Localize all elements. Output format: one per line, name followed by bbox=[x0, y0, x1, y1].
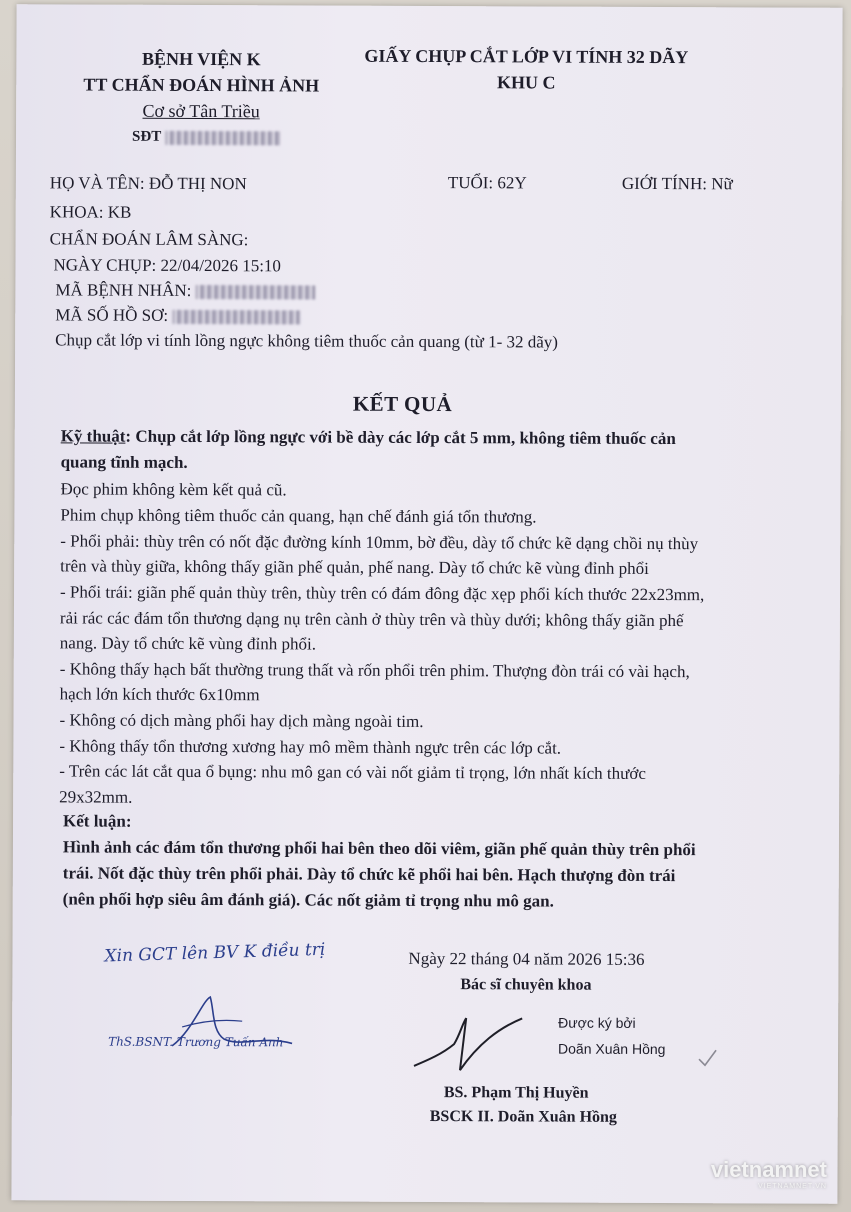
doctor-1: BS. Phạm Thị Huyền bbox=[443, 1084, 589, 1102]
signed-by-name: Doãn Xuân Hồng bbox=[558, 1040, 666, 1058]
conclusion-label: Kết luận: bbox=[63, 811, 132, 831]
hospital-name: BỆNH VIỆN K bbox=[141, 48, 261, 70]
finding-line: Phim chụp không tiêm thuốc cản quang, hạn chế đánh giá tổn thương. bbox=[60, 505, 537, 527]
scan-date: NGÀY CHỤP: 22/04/2026 15:10 bbox=[53, 255, 281, 276]
finding-line: - Không có dịch màng phổi hay dịch màng ngoài tim. bbox=[59, 710, 424, 731]
technique-text-1: : Chụp cắt lớp lồng ngực với bề dày các lớp cắt 5 mm, không tiêm thuốc cản bbox=[125, 426, 676, 449]
finding-line: Đọc phim không kèm kết quả cũ. bbox=[60, 479, 287, 500]
patient-gender: GIỚI TÍNH: Nữ bbox=[621, 173, 733, 194]
branch-name: Cơ sở Tân Triều bbox=[142, 100, 260, 122]
conclusion-line: Hình ảnh các đám tổn thương phổi hai bên theo dõi viêm, giãn phế quản thùy trên phổi bbox=[62, 837, 696, 860]
result-title: KẾT QUẢ bbox=[352, 391, 453, 417]
patient-id-label: MÃ BỆNH NHÂN: bbox=[55, 280, 192, 300]
form-zone: KHU C bbox=[496, 72, 556, 93]
procedure: Chụp cắt lớp vi tính lồng ngực không tiêm thuốc cản quang (từ 1- 32 dãy) bbox=[55, 330, 559, 352]
record-id-label: MÃ SỐ HỒ SƠ: bbox=[55, 305, 169, 325]
clinical-diagnosis: CHẨN ĐOÁN LÂM SÀNG: bbox=[49, 229, 249, 250]
phone-line bbox=[132, 129, 280, 147]
center-name: TT CHẨN ĐOÁN HÌNH ẢNH bbox=[83, 74, 320, 96]
handwritten-note: Xin GCT lên BV K điều trị bbox=[104, 939, 326, 967]
technique-label: Kỹ thuật bbox=[60, 426, 126, 446]
form-title: GIẤY CHỤP CẮT LỚP VI TÍNH 32 DÃY bbox=[364, 45, 689, 68]
department: KHOA: KB bbox=[49, 202, 132, 222]
redacted-phone bbox=[165, 130, 280, 145]
finding-line: trên và thùy giữa, không thấy giãn phế quản, phế nang. Dày tổ chức kẽ vùng đỉnh phổi bbox=[60, 556, 649, 578]
patient-name: HỌ VÀ TÊN: ĐỖ THỊ NON bbox=[49, 173, 247, 194]
patient-age: TUỔI: 62Y bbox=[447, 173, 527, 193]
conclusion-line: trái. Nốt đặc thùy trên phổi phải. Dày tổ chức kẽ phổi hai bên. Hạch thượng đòn trái bbox=[62, 863, 676, 886]
left-signer: ThS.BSNT. Trương Tuấn Anh bbox=[108, 1034, 284, 1050]
redacted-record-id bbox=[172, 310, 300, 325]
sign-date: Ngày 22 tháng 04 năm 2026 15:36 bbox=[408, 948, 645, 969]
finding-line: rải rác các đám tổn thương dạng nụ trên cành ở thùy trên và thùy dưới; không thấy giãn phế bbox=[59, 608, 684, 631]
record-id-line bbox=[55, 302, 300, 329]
finding-line: - Trên các lát cắt qua ổ bụng: nhu mô gan có vài nốt giảm tỉ trọng, lớn nhất kích thước bbox=[59, 761, 646, 783]
medical-report-page bbox=[11, 4, 842, 1204]
doctor-role: Bác sĩ chuyên khoa bbox=[460, 976, 592, 994]
finding-line: nang. Dày tổ chức kẽ vùng đỉnh phổi. bbox=[59, 633, 317, 654]
left-signature-stroke bbox=[162, 991, 302, 1062]
digital-signature-stroke bbox=[408, 1004, 528, 1081]
finding-line: - Phổi phải: thùy trên có nốt đặc đường kính 10mm, bờ đều, dày tổ chức kẽ dạng chồi nụ thùy bbox=[60, 531, 699, 554]
signed-by-label: Được ký bởi bbox=[558, 1014, 636, 1031]
doctor-2: BSCK II. Doãn Xuân Hồng bbox=[429, 1108, 617, 1126]
conclusion-line: (nên phối hợp siêu âm đánh giá). Các nốt giảm tỉ trọng nhu mô gan. bbox=[62, 889, 554, 911]
check-icon bbox=[696, 1047, 718, 1069]
vietnamnet-watermark bbox=[711, 1157, 827, 1190]
technique-line-2: quang tĩnh mạch. bbox=[60, 452, 188, 472]
finding-line: - Phổi trái: giãn phế quản thùy trên, thùy trên có đám đông đặc xẹp phổi kích thước 22x23mm, bbox=[60, 582, 705, 605]
technique-line-1 bbox=[61, 423, 676, 451]
redacted-patient-id bbox=[195, 285, 315, 300]
finding-line: - Không thấy tổn thương xương hay mô mềm thành ngực trên các lớp cắt. bbox=[59, 736, 562, 758]
patient-id-line bbox=[55, 277, 315, 304]
finding-line: - Không thấy hạch bất thường trung thất và rốn phổi trên phim. Thượng đòn trái có vài hạch, bbox=[59, 659, 690, 682]
watermark-brand: vietnamnet bbox=[710, 1157, 827, 1182]
phone-label: SĐT bbox=[132, 128, 162, 145]
finding-line: 29x32mm. bbox=[59, 787, 133, 807]
watermark-sub: VIETNAMNET.VN bbox=[757, 1183, 827, 1190]
finding-line: hạch lớn kích thước 6x10mm bbox=[59, 684, 260, 705]
